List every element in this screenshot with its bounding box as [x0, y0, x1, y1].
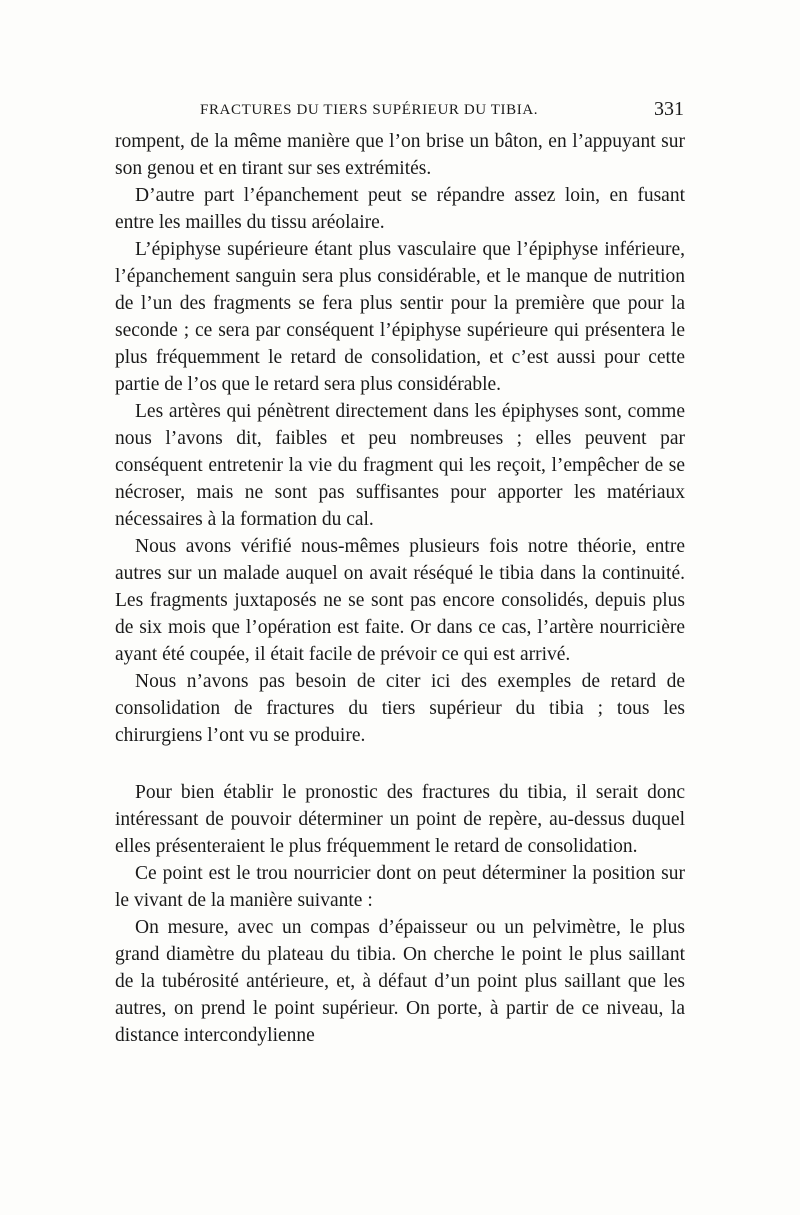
paragraph: D’autre part l’épanchement peut se répandre assez loin, en fusant entre les mailles du tissu aréolaire. — [115, 185, 685, 233]
paragraph: Pour bien établir le pronostic des fractures du tibia, il serait donc intéressant de pouvoir déterminer un point de repère, au-dessus duquel elles présenteraient le plus fréquemment le retard de consolidation. — [115, 782, 685, 857]
paragraph: Ce point est le trou nourricier dont on peut déterminer la position sur le vivant de la manière suivante : — [115, 863, 685, 911]
paragraph: On mesure, avec un compas d’épaisseur ou un pelvimètre, le plus grand diamètre du plateau du tibia. On cherche le point le plus saillant de la tubérosité antérieure, et, à défaut d’un point plus saillant que les autres, on prend le point supérieur. On porte, à partir de ce niveau, la distance intercondylienne — [115, 917, 685, 1046]
paragraph: L’épiphyse supérieure étant plus vasculaire que l’épiphyse inférieure, l’épanchement sanguin sera plus considérable, et le manque de nutrition de l’un des fragments se fera plus sentir pour la première que pour la seconde ; ce sera par conséquent l’épiphyse supérieure qui présentera le plus fréquemment le retard de consolidation, et c’est aussi pour cette partie de l’os que le retard sera plus considérable. — [115, 239, 685, 395]
running-head: FRACTURES DU TIERS SUPÉRIEUR DU TIBIA. — [200, 102, 539, 118]
paragraph: Les artères qui pénètrent directement dans les épiphyses sont, comme nous l’avons dit, faibles et peu nombreuses ; elles peuvent par conséquent entretenir la vie du fragment qui les reçoit, l’empêcher de se nécroser, mais ne sont pas suffisantes pour apporter les matériaux nécessaires à la formation du cal. — [115, 401, 685, 530]
text-section — [115, 128, 685, 749]
page-number: 331 — [654, 98, 684, 120]
text-section — [115, 779, 685, 1049]
paragraph: Nous avons vérifié nous-mêmes plusieurs fois notre théorie, entre autres sur un malade auquel on avait réséqué le tibia dans la continuité. Les fragments juxtaposés ne se sont pas encore consolidés, depuis plus de six mois que l’opération est faite. Or dans ce cas, l’artère nourricière ayant été coupée, il était facile de prévoir ce qui est arrivé. — [115, 536, 685, 665]
paragraph: Nous n’avons pas besoin de citer ici des exemples de retard de consolidation de fractures du tiers supérieur du tibia ; tous les chirurgiens l’ont vu se produire. — [115, 671, 685, 746]
page-header — [200, 98, 690, 124]
paragraph: rompent, de la même manière que l’on brise un bâton, en l’appuyant sur son genou et en tirant sur ses extrémités. — [115, 131, 685, 179]
body-text — [115, 128, 685, 1049]
